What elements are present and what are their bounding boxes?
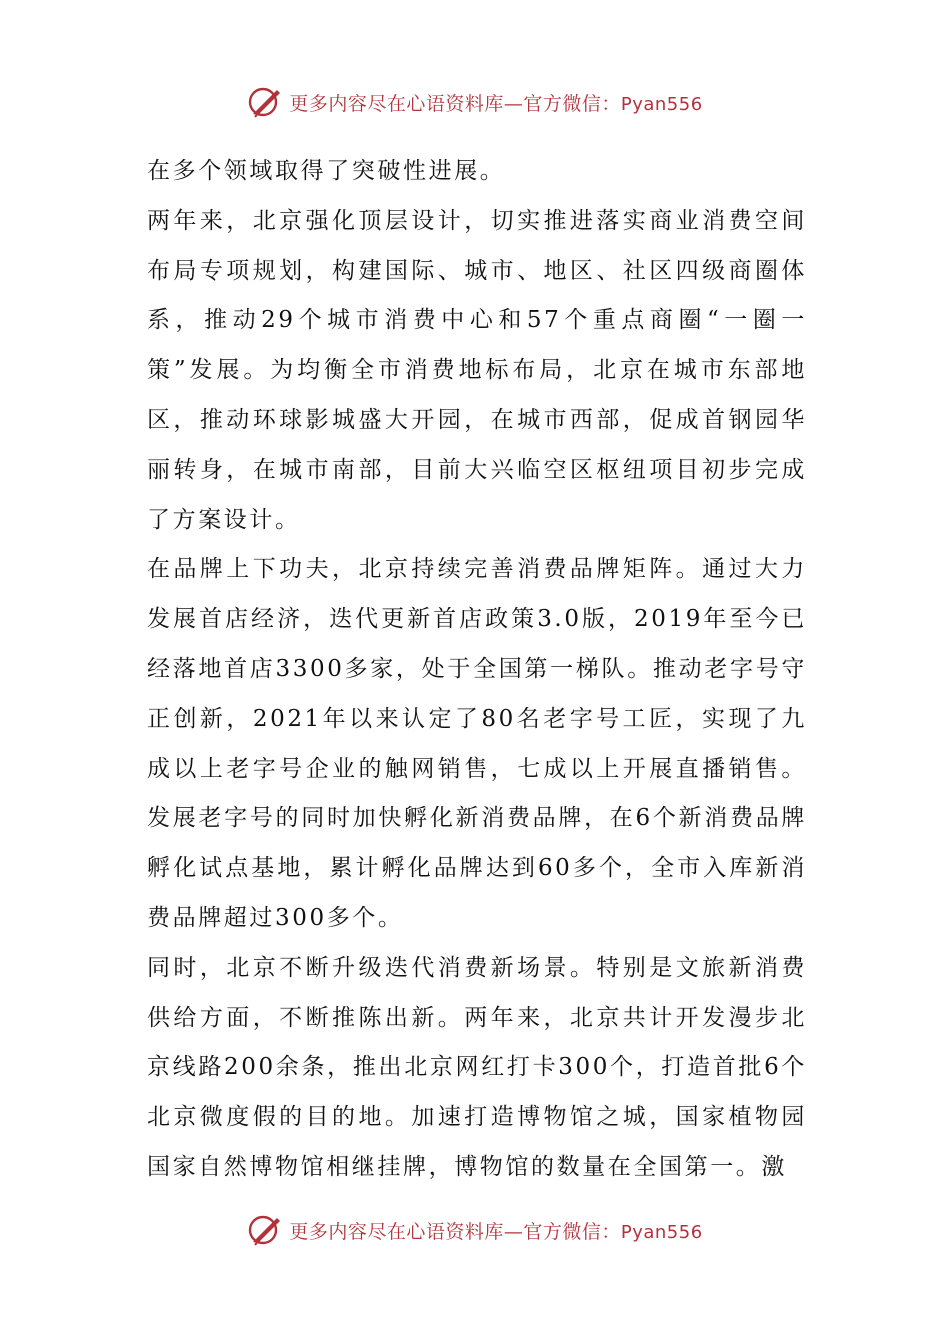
header-wechat-id: Pyan556 (620, 93, 703, 115)
footer-wechat-id: Pyan556 (620, 1221, 703, 1243)
footer-banner-text: 更多内容尽在心语资料库—官方微信： (289, 1220, 621, 1243)
document-body (147, 147, 807, 1193)
header-banner (0, 82, 950, 122)
quill-pen-icon (247, 84, 283, 120)
paragraph-4: 同时，北京不断升级迭代消费新场景。特别是文旅新消费供给方面，不断推陈出新。两年来，北京共计开发漫步北京线路200余条，推出北京网红打卡300个，打造首批6个北京微度假的目的地。加速打造博物馆之城，国家植物园国家自然博物馆相继挂牌，博物馆的数量在全国第一。激 (147, 954, 807, 1180)
header-banner-text: 更多内容尽在心语资料库—官方微信： (289, 92, 621, 115)
footer-banner (0, 1210, 950, 1250)
paragraph-3: 在品牌上下功夫，北京持续完善消费品牌矩阵。通过大力发展首店经济，迭代更新首店政策3.0版，2019年至今已经落地首店3300多家，处于全国第一梯队。推动老字号守正创新，2021年以来认定了80名老字号工匠，实现了九成以上老字号企业的触网销售，七成以上开展直播销售。发展老字号的同时加快孵化新消费品牌，在6个新消费品牌孵化试点基地，累计孵化品牌达到60多个，全市入库新消费品牌超过300多个。 (147, 556, 807, 931)
paragraph-2: 两年来，北京强化顶层设计，切实推进落实商业消费空间布局专项规划，构建国际、城市、地区、社区四级商圈体系，推动29个城市消费中心和57个重点商圈“一圈一策”发展。为均衡全市消费地标布局，北京在城市东部地区，推动环球影城盛大开园，在城市西部，促成首钢园华丽转身，在城市南部，目前大兴临空区枢纽项目初步完成了方案设计。 (147, 207, 807, 533)
paragraph-1: 在多个领域取得了突破性进展。 (147, 158, 506, 184)
quill-pen-icon (247, 1212, 283, 1248)
